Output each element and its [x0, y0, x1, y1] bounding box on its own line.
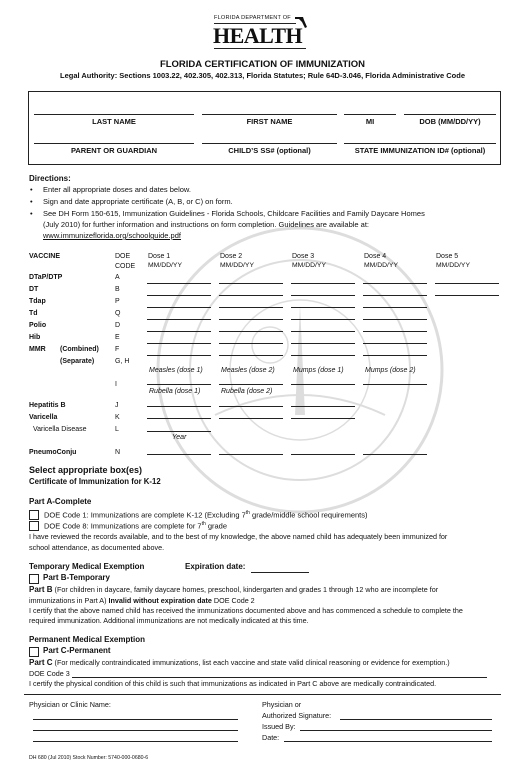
direction-item: Enter all appropriate doses and dates below.	[43, 185, 192, 194]
doe-code-8-checkbox[interactable]	[29, 521, 39, 531]
dose-date-field[interactable]	[147, 307, 211, 308]
certificate-heading: Certificate of Immunization for K-12	[29, 477, 161, 486]
expiration-date-field[interactable]	[251, 572, 309, 573]
part-c-label: Part C-Permanent	[43, 646, 111, 655]
mumps-dose-1-label: Mumps (dose 1)	[293, 367, 344, 374]
dose-date-field[interactable]	[363, 454, 427, 455]
dose-date-field[interactable]	[435, 295, 499, 296]
dose-header: Dose 5	[436, 253, 459, 260]
doh-logo	[210, 14, 312, 54]
doe-code: P	[115, 298, 120, 305]
dose-date-field[interactable]	[363, 283, 427, 284]
dose-date-field[interactable]	[291, 295, 355, 296]
form-number: DH 680 (Jul 2010) Stock Number: 5740-000-0680-6	[29, 755, 149, 761]
dose-date-field[interactable]	[219, 355, 283, 356]
dose-date-field[interactable]	[363, 295, 427, 296]
part-c-reason-field[interactable]	[72, 677, 487, 678]
ssn-field[interactable]	[202, 143, 337, 144]
vaccine-name: (Separate)	[60, 358, 95, 365]
vaccine-name: Varicella	[29, 414, 58, 421]
dose-date-field[interactable]	[147, 319, 211, 320]
dose-date-field[interactable]	[147, 343, 211, 344]
part-a-text: I have reviewed the records available, and to the best of my knowledge, the above named child has adequately been immunized for	[29, 532, 448, 541]
dose-date-field[interactable]	[219, 384, 283, 385]
vaccine-name: Polio	[29, 322, 47, 329]
dose-date-field[interactable]	[147, 355, 211, 356]
doe-code: B	[115, 286, 120, 293]
dose-header: Dose 3	[292, 253, 315, 260]
authorized-signature-label: Authorized Signature:	[262, 711, 332, 720]
doe-code: K	[115, 414, 120, 421]
doe-code: D	[115, 322, 121, 329]
dose-header: Dose 2	[220, 253, 243, 260]
doe-header: DOE	[115, 253, 131, 260]
dose-date-field[interactable]	[291, 283, 355, 284]
doe-code: E	[115, 334, 120, 341]
dose-date-field[interactable]	[219, 331, 283, 332]
rubella-dose-2-label: Rubella (dose 2)	[221, 388, 273, 395]
clinic-name-label: Physician or Clinic Name:	[29, 700, 111, 709]
temporary-exemption-heading: Temporary Medical Exemption	[29, 562, 145, 571]
doe-code: L	[115, 426, 119, 433]
mmr-combined: (Combined)	[60, 346, 99, 353]
part-a-text: school attendance, as documented above.	[29, 543, 165, 552]
direction-item: See DH Form 150-615, Immunization Guidelines - Florida Schools, Childcare Facilities and Family Daycare Homes	[43, 209, 425, 218]
bullet: •	[30, 197, 33, 206]
clinic-name-field[interactable]	[33, 730, 238, 731]
ssn-label: CHILD’S SS# (optional)	[228, 146, 311, 155]
directions-heading: Directions:	[29, 174, 71, 183]
vaccine-name: DTaP/DTP	[29, 274, 63, 281]
dose-date-field[interactable]	[147, 431, 211, 432]
part-b-desc: Part B (For children in daycare, family daycare homes, preschool, kindergarten and grades 1 through 12 who are incomplete for	[29, 585, 439, 594]
issued-by-field[interactable]	[300, 730, 492, 731]
vaccine-name: PneumoConju	[29, 449, 77, 456]
part-a-heading: Part A-Complete	[29, 497, 92, 506]
dose-date-field[interactable]	[219, 283, 283, 284]
part-c-checkbox[interactable]	[29, 647, 39, 657]
florida-map-icon	[294, 15, 308, 29]
parent-label: PARENT OR GUARDIAN	[70, 146, 158, 155]
dose-date-field[interactable]	[219, 307, 283, 308]
year-label: Year	[172, 434, 187, 441]
vaccine-name: Varicella Disease	[33, 426, 87, 433]
part-b-text: required immunization. Additional immunizations are not medically indicated at this time.	[29, 616, 309, 625]
dose-format: MM/DD/YY	[292, 262, 326, 269]
dose-header: Dose 1	[148, 253, 171, 260]
date-label: Date:	[262, 733, 280, 742]
dose-date-field[interactable]	[219, 343, 283, 344]
dose-date-field[interactable]	[291, 319, 355, 320]
doe-code: Q	[115, 310, 121, 317]
doe-code: G, H	[115, 358, 130, 365]
doe-code: J	[115, 402, 119, 409]
dose-date-field[interactable]	[219, 319, 283, 320]
doe-code: A	[115, 274, 120, 281]
dose-date-field[interactable]	[291, 355, 355, 356]
dose-date-field[interactable]	[147, 406, 211, 407]
dose-date-field[interactable]	[147, 454, 211, 455]
dose-date-field[interactable]	[291, 307, 355, 308]
dob-label: DOB (MM/DD/YY)	[419, 117, 481, 126]
doe-code: I	[115, 381, 117, 388]
dose-date-field[interactable]	[363, 307, 427, 308]
doe-code-3-label: DOE Code 3	[29, 669, 70, 678]
dose-format: MM/DD/YY	[436, 262, 470, 269]
vaccine-name: Tdap	[29, 298, 46, 305]
doe-header: CODE	[115, 263, 136, 270]
dob-field[interactable]	[404, 114, 496, 115]
parent-field[interactable]	[34, 143, 194, 144]
signature-field[interactable]	[340, 719, 492, 720]
dose-date-field[interactable]	[363, 384, 427, 385]
dose-date-field[interactable]	[147, 384, 211, 385]
dose-date-field[interactable]	[291, 418, 355, 419]
last-name-label: LAST NAME	[92, 117, 136, 126]
dose-date-field[interactable]	[147, 295, 211, 296]
vaccine-name: Hepatitis B	[29, 402, 66, 409]
guidelines-link[interactable]: www.immunizeflorida.org/schoolguide.pdf	[43, 231, 181, 240]
dose-date-field[interactable]	[219, 418, 283, 419]
dose-format: MM/DD/YY	[148, 262, 182, 269]
dose-date-field[interactable]	[291, 343, 355, 344]
doe-code: F	[115, 346, 120, 353]
part-b-desc-cont: immunizations in Part A) Invalid without expiration date DOE Code 2	[29, 596, 255, 605]
dose-format: MM/DD/YY	[364, 262, 398, 269]
part-b-label: Part B-Temporary	[43, 573, 110, 582]
part-c-text: I certify the physical condition of this child is such that immunizations as indicated in Part C above are medically contraindicated.	[29, 679, 437, 688]
legal-authority: Legal Authority: Sections 1003.22, 402.305, 402.313, Florida Statutes; Rule 64D-3.046, Florida Administrative Code	[59, 71, 465, 80]
signature-divider	[24, 694, 501, 695]
dose-date-field[interactable]	[363, 319, 427, 320]
bullet: •	[30, 209, 33, 218]
doe-code: N	[115, 449, 121, 456]
last-name-field[interactable]	[34, 114, 194, 115]
dose-date-field[interactable]	[219, 295, 283, 296]
vaccine-name: Hib	[29, 334, 41, 341]
part-b-text: I certify that the above named child has received the immunizations documented above and has commenced a schedule to complete the	[29, 606, 463, 615]
dose-date-field[interactable]	[147, 331, 211, 332]
doe-code-8-label: DOE Code 8: Immunizations are complete for 7th grade	[44, 521, 228, 531]
clinic-name-field[interactable]	[33, 719, 238, 720]
clinic-name-field[interactable]	[33, 741, 238, 742]
mumps-dose-2-label: Mumps (dose 2)	[365, 367, 416, 374]
issued-by-label: Issued By:	[262, 722, 296, 731]
first-name-field[interactable]	[202, 114, 337, 115]
vaccine-name: DT	[29, 286, 39, 293]
dose-date-field[interactable]	[219, 454, 283, 455]
dose-date-field[interactable]	[363, 331, 427, 332]
doe-code-1-checkbox[interactable]	[29, 510, 39, 520]
direction-item: Sign and date appropriate certificate (A, B, or C) on form.	[43, 197, 233, 206]
bullet: •	[30, 185, 33, 194]
dose-format: MM/DD/YY	[220, 262, 254, 269]
dose-header: Dose 4	[364, 253, 387, 260]
physician-label: Physician or	[262, 700, 302, 709]
dose-date-field[interactable]	[147, 283, 211, 284]
logo-top-text: FLORIDA DEPARTMENT OF	[214, 15, 291, 21]
dose-date-field[interactable]	[291, 406, 355, 407]
doe-code-1-label: DOE Code 1: Immunizations are complete K-12 (Excluding 7th grade/middle school requirements)	[44, 510, 368, 520]
first-name-label: FIRST NAME	[246, 117, 293, 126]
dose-date-field[interactable]	[291, 331, 355, 332]
measles-dose-2-label: Measles (dose 2)	[221, 367, 275, 374]
date-field[interactable]	[284, 741, 492, 742]
mi-field[interactable]	[344, 114, 396, 115]
dose-date-field[interactable]	[147, 418, 211, 419]
dose-date-field[interactable]	[219, 406, 283, 407]
vaccine-name: MMR	[29, 346, 46, 353]
permanent-exemption-heading: Permanent Medical Exemption	[29, 635, 146, 644]
dose-date-field[interactable]	[363, 343, 427, 344]
expiration-date-label: Expiration date:	[185, 562, 246, 571]
form-title: FLORIDA CERTIFICATION OF IMMUNIZATION	[159, 59, 366, 70]
select-heading: Select appropriate box(es)	[29, 465, 143, 475]
direction-item-cont: (July 2010) for further information and instructions on form completion. Guidelines are available at:	[43, 220, 369, 229]
rubella-dose-1-label: Rubella (dose 1)	[149, 388, 201, 395]
part-b-checkbox[interactable]	[29, 574, 39, 584]
mi-label: MI	[365, 117, 375, 126]
vaccine-name: Td	[29, 310, 38, 317]
vaccine-header: VACCINE	[29, 253, 60, 260]
dose-date-field[interactable]	[435, 283, 499, 284]
dose-date-field[interactable]	[363, 355, 427, 356]
measles-dose-1-label: Measles (dose 1)	[149, 367, 203, 374]
state-id-field[interactable]	[344, 143, 496, 144]
part-c-desc: Part C (For medically contraindicated immunizations, list each vaccine and state valid clinical reasoning or evidence for exemption.)	[29, 658, 450, 667]
dose-date-field[interactable]	[291, 384, 355, 385]
state-id-label: STATE IMMUNIZATION ID# (optional)	[354, 146, 486, 155]
dose-date-field[interactable]	[291, 454, 355, 455]
logo-main-text: HEALTH	[213, 23, 303, 48]
